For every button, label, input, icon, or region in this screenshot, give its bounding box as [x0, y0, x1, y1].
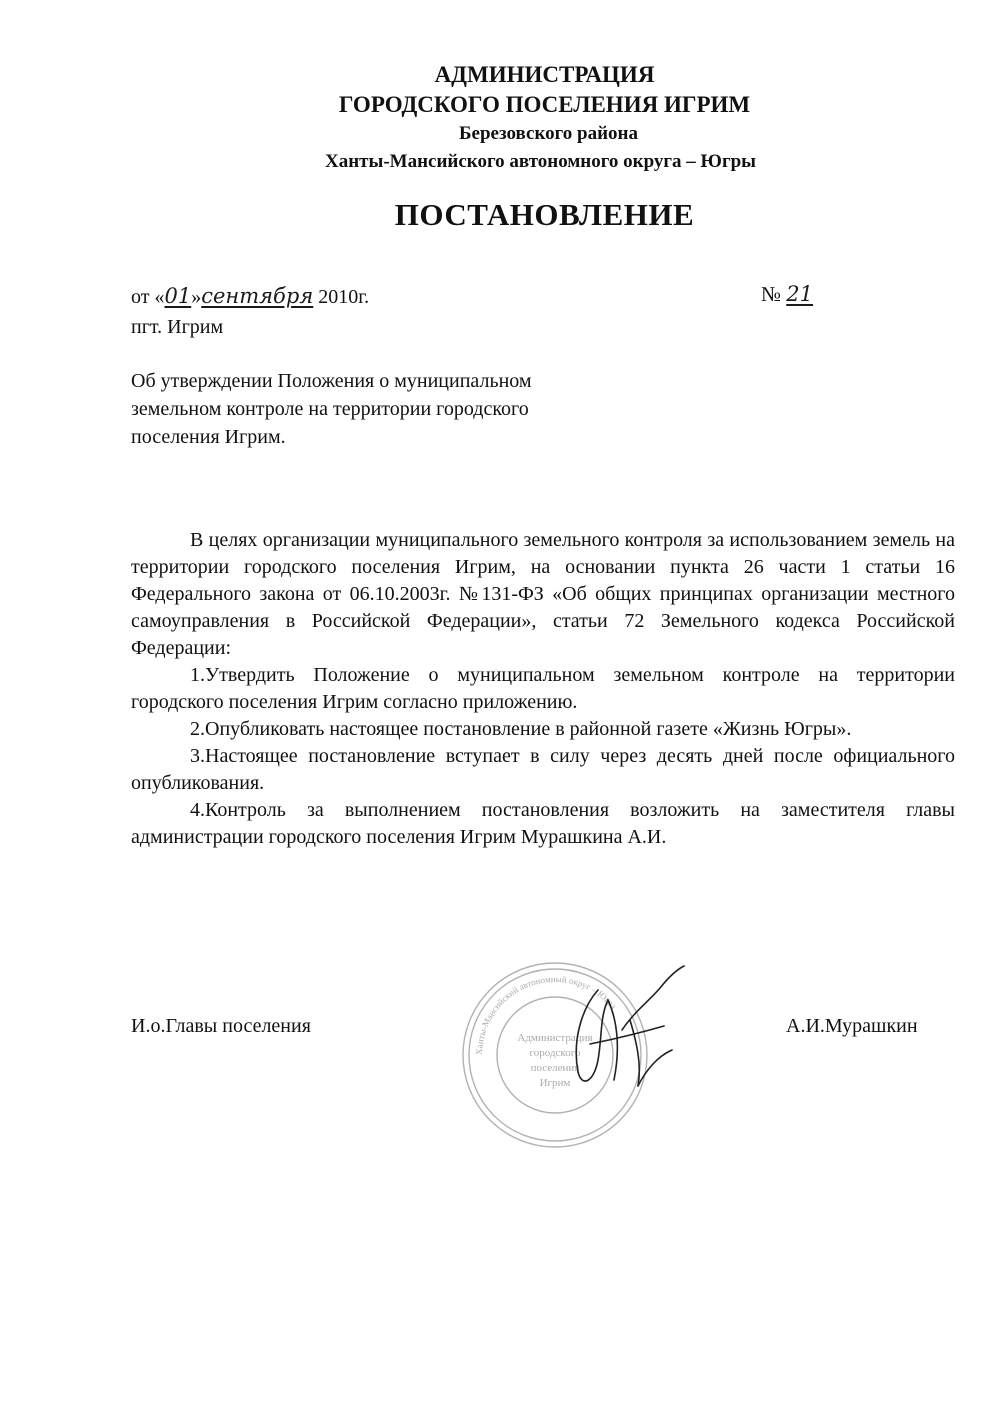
header-line-1: АДМИНИСТРАЦИЯ [434, 62, 655, 87]
number-prefix: № [761, 282, 782, 306]
date-year: 2010г. [318, 286, 370, 308]
header-line-2: ГОРОДСКОГО ПОСЕЛЕНИЯ ИГРИМ [338, 92, 751, 117]
signatory-name: А.И.Мурашкин [786, 1015, 918, 1037]
date-day-handwritten: 01 [164, 284, 192, 308]
date-month-handwritten: сентября [201, 284, 314, 308]
subject-line: поселения Игрим. [131, 426, 286, 448]
subject-line: земельном контроле на территории городского [131, 398, 529, 420]
stamp-outer-text: Ханты-Мансийский автономный округ – Югра [473, 973, 619, 1056]
header-line-4: Ханты-Мансийского автономного округа – Югры [325, 151, 756, 172]
svg-text:Администрация: Администрация [517, 1032, 593, 1044]
svg-text:городского: городского [529, 1047, 581, 1059]
document-type-title: ПОСТАНОВЛЕНИЕ [394, 197, 695, 232]
date-prefix: от « [131, 286, 165, 308]
document-subject [131, 367, 611, 451]
document-number [761, 282, 813, 307]
body-preamble: В целях организации муниципального земельного контроля за использованием земель на территории городского поселения Игрим, на основании пункта 26 части 1 статьи 16 Федерального закона от 06.10.2003г. №131-ФЗ «Об общих принципах организации местного самоуправления в Российской Федерации», статьи 72 Земельного кодекса Российской Федерации: [131, 529, 955, 659]
date-mid: » [191, 286, 202, 308]
number-value-handwritten: 21 [786, 282, 814, 306]
svg-text:поселения: поселения [530, 1062, 580, 1074]
handwritten-signature-icon [560, 960, 700, 1100]
header-line-3: Березовского района [458, 123, 639, 144]
document-body [131, 527, 955, 851]
body-item: 3.Настоящее постановление вступает в силу через десять дней после официального опубликования. [131, 745, 955, 794]
svg-text:Игрим: Игрим [539, 1077, 571, 1089]
document-place: пгт. Игрим [131, 316, 224, 338]
signatory-position: И.о.Главы поселения [131, 1015, 311, 1037]
body-item: 4.Контроль за выполнением постановления возложить на заместителя главы администрации городского поселения Игрим Мурашкина А.И. [131, 799, 955, 848]
document-date [131, 284, 369, 309]
body-item: 2.Опубликовать настоящее постановление в районной газете «Жизнь Югры». [190, 718, 852, 740]
subject-line: Об утверждении Положения о муниципальном [131, 370, 532, 392]
body-item: 1.Утвердить Положение о муниципальном земельном контроле на территории городского поселения Игрим согласно приложению. [131, 664, 955, 713]
